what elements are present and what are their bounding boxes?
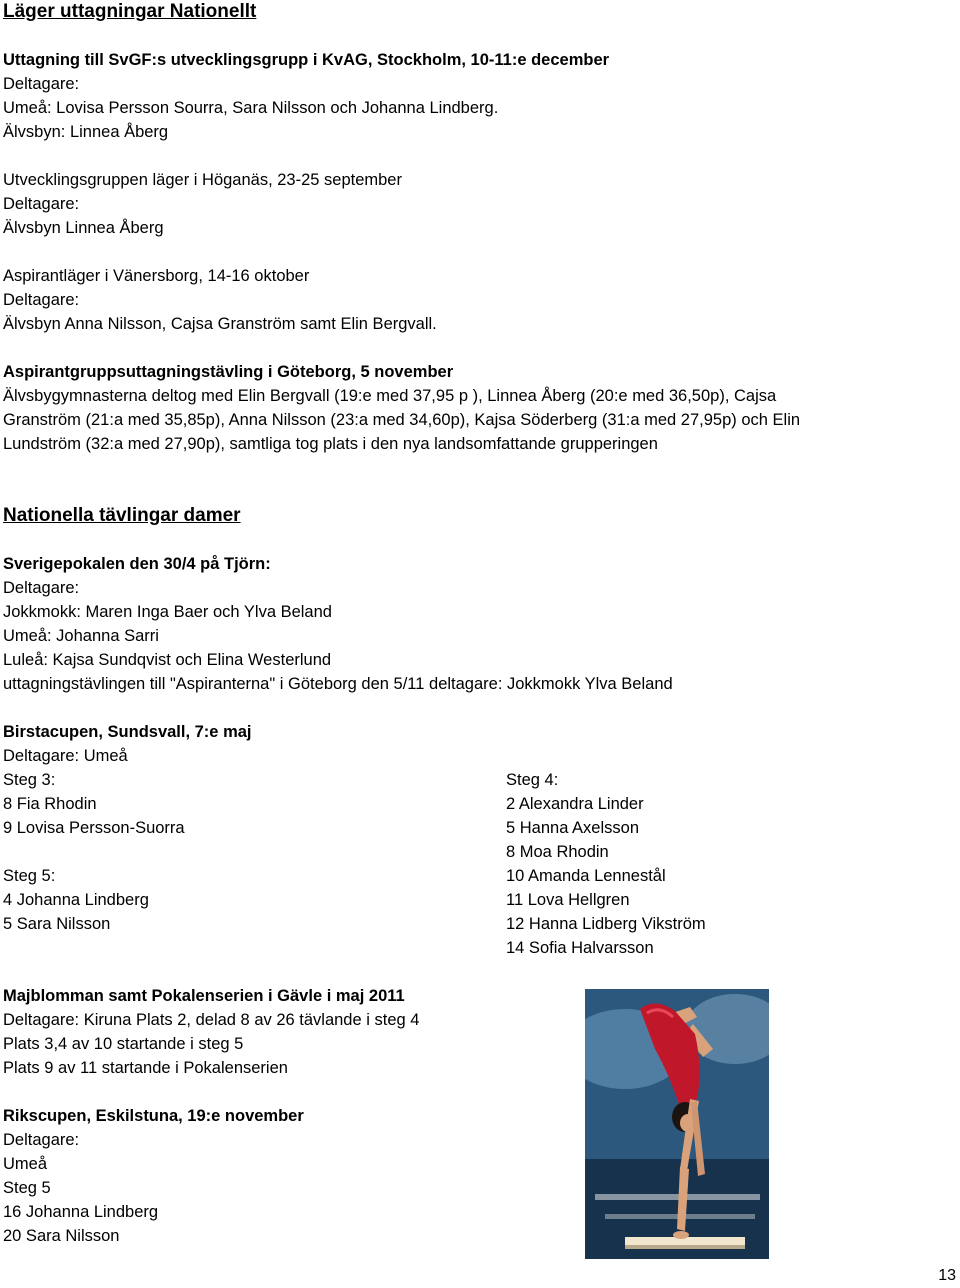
result-line: 5 Sara Nilsson bbox=[3, 915, 111, 933]
event-line: 20 Sara Nilsson bbox=[3, 1227, 120, 1245]
results-column-right bbox=[506, 768, 706, 960]
event-line: Steg 5 bbox=[3, 1179, 51, 1197]
result-line: 9 Lovisa Persson-Suorra bbox=[3, 819, 185, 837]
event-heading: Majblomman samt Pokalenserien i Gävle i maj 2011 bbox=[3, 987, 405, 1005]
result-line: Steg 3: bbox=[3, 771, 56, 789]
results-columns bbox=[3, 768, 953, 960]
result-line: 14 Sofia Halvarsson bbox=[506, 939, 654, 957]
event-rikscupen bbox=[3, 1104, 953, 1248]
page-number: 13 bbox=[938, 1267, 956, 1284]
result-line: Steg 5: bbox=[3, 867, 56, 885]
event-hoganas-camp bbox=[3, 168, 953, 240]
document-page bbox=[3, 0, 953, 1248]
event-goteborg-selection bbox=[3, 360, 953, 456]
section-title-national-camps: Läger uttagningar Nationellt bbox=[3, 1, 257, 22]
event-birstacupen bbox=[3, 720, 953, 960]
event-line: Deltagare: Kiruna Plats 2, delad 8 av 26 tävlande i steg 4 bbox=[3, 1011, 420, 1029]
event-line: Lundström (32:a med 27,90p), samtliga tog plats i den nya landsomfattande grupperingen bbox=[3, 435, 658, 453]
event-majblomman bbox=[3, 984, 953, 1080]
event-line: 16 Johanna Lindberg bbox=[3, 1203, 159, 1221]
result-line: Steg 4: bbox=[506, 771, 559, 789]
event-line: Jokkmokk: Maren Inga Baer och Ylva Beland bbox=[3, 603, 332, 621]
event-line: Plats 3,4 av 10 startande i steg 5 bbox=[3, 1035, 244, 1053]
event-line: Älvsbyn Anna Nilsson, Cajsa Granström samt Elin Bergvall. bbox=[3, 315, 437, 333]
event-heading: Rikscupen, Eskilstuna, 19:e november bbox=[3, 1107, 304, 1125]
event-participants: Deltagare: Umeå bbox=[3, 747, 128, 765]
event-heading: Aspirantläger i Vänersborg, 14-16 oktober bbox=[3, 267, 310, 285]
event-line: Granström (21:a med 35,85p), Anna Nilsson (23:a med 34,60p), Kajsa Söderberg (31:a med 27,95p) och Elin bbox=[3, 411, 801, 429]
event-vanersborg-camp bbox=[3, 264, 953, 336]
event-line: Deltagare: bbox=[3, 1131, 80, 1149]
result-line: 12 Hanna Lidberg Vikström bbox=[506, 915, 706, 933]
gymnast-on-beam-photo bbox=[585, 989, 769, 1259]
result-line: 5 Hanna Axelsson bbox=[506, 819, 640, 837]
event-line: Älvsbyn Linnea Åberg bbox=[3, 219, 164, 237]
result-line: 8 Moa Rhodin bbox=[506, 843, 609, 861]
event-sverigepokalen bbox=[3, 552, 953, 696]
event-line: Plats 9 av 11 startande i Pokalenserien bbox=[3, 1059, 288, 1077]
event-line: Älvsbyn: Linnea Åberg bbox=[3, 123, 169, 141]
event-heading: Aspirantgruppsuttagningstävling i Göteborg, 5 november bbox=[3, 363, 454, 381]
event-line: Deltagare: bbox=[3, 75, 80, 93]
gymnast-illustration bbox=[585, 989, 769, 1259]
result-line: 2 Alexandra Linder bbox=[506, 795, 644, 813]
result-line: 8 Fia Rhodin bbox=[3, 795, 97, 813]
event-line: Umeå bbox=[3, 1155, 48, 1173]
event-line: uttagningstävlingen till "Aspiranterna" i Göteborg den 5/11 deltagare: Jokkmokk Ylva Beland bbox=[3, 675, 673, 693]
result-line: 4 Johanna Lindberg bbox=[3, 891, 149, 909]
result-line bbox=[3, 840, 185, 864]
event-svgf-selection bbox=[3, 48, 953, 144]
event-line: Umeå: Lovisa Persson Sourra, Sara Nilsson och Johanna Lindberg. bbox=[3, 99, 499, 117]
event-line: Deltagare: bbox=[3, 195, 80, 213]
event-line: Umeå: Johanna Sarri bbox=[3, 627, 159, 645]
results-column-left bbox=[3, 768, 185, 936]
event-line: Deltagare: bbox=[3, 291, 80, 309]
event-heading: Sverigepokalen den 30/4 på Tjörn: bbox=[3, 555, 271, 573]
result-line: 10 Amanda Lennestål bbox=[506, 867, 666, 885]
event-line: Älvsbygymnasterna deltog med Elin Bergvall (19:e med 37,95 p ), Linnea Åberg (20:e med 36,50p), Cajsa bbox=[3, 387, 777, 405]
result-line: 11 Lova Hellgren bbox=[506, 891, 630, 909]
event-heading: Uttagning till SvGF:s utvecklingsgrupp i KvAG, Stockholm, 10-11:e december bbox=[3, 51, 610, 69]
event-line: Deltagare: bbox=[3, 579, 80, 597]
event-heading: Birstacupen, Sundsvall, 7:e maj bbox=[3, 723, 252, 741]
event-line: Luleå: Kajsa Sundqvist och Elina Westerlund bbox=[3, 651, 332, 669]
event-heading: Utvecklingsgruppen läger i Höganäs, 23-25 september bbox=[3, 171, 402, 189]
section-title-national-competitions: Nationella tävlingar damer bbox=[3, 505, 241, 526]
